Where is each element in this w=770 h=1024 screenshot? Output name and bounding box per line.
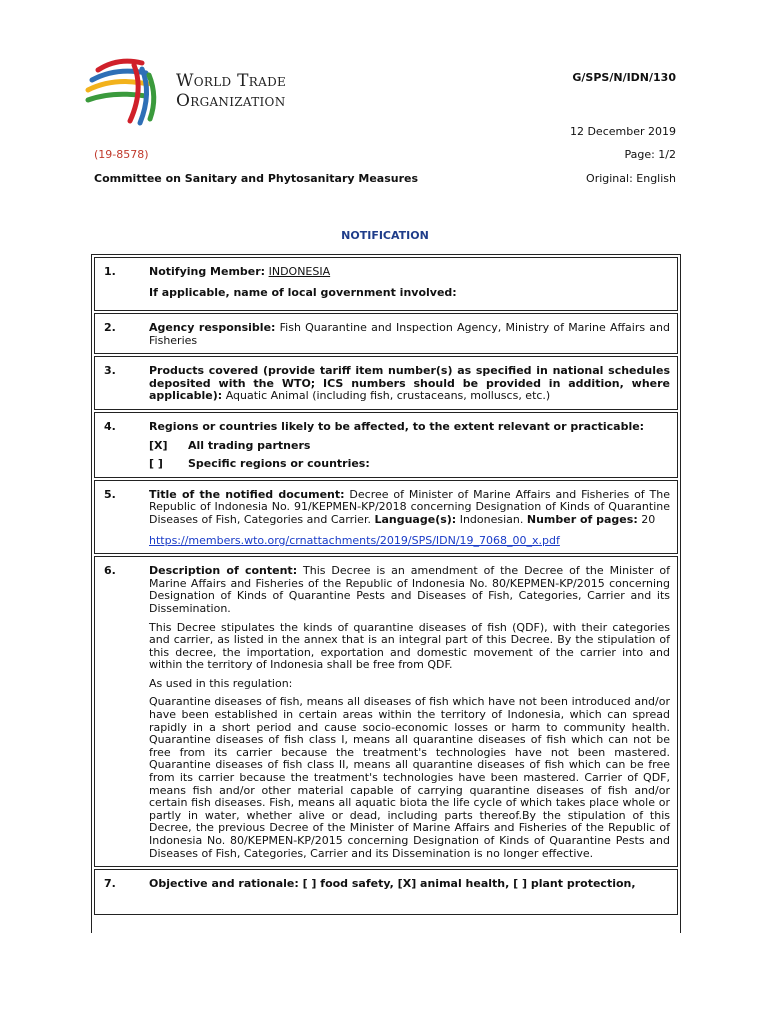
- option-label: All trading partners: [188, 438, 311, 452]
- description-label: Description of content:: [149, 564, 298, 578]
- item-number: 2.: [104, 321, 116, 334]
- regions-label: Regions or countries likely to be affected, to the extent relevant or practicable:: [149, 419, 645, 433]
- document-symbol: G/SPS/N/IDN/130: [572, 71, 676, 84]
- notification-heading: NOTIFICATION: [341, 229, 429, 242]
- option-label: Specific regions or countries:: [188, 457, 370, 471]
- item-2-row: [94, 313, 678, 354]
- description-p3: As used in this regulation:: [149, 676, 293, 690]
- item-number: 7.: [104, 877, 116, 891]
- notifying-member-label: Notifying Member:: [149, 265, 266, 278]
- document-link[interactable]: https://members.wto.org/crnattachments/2019/SPS/IDN/19_7068_00_x.pdf: [149, 533, 560, 547]
- org-name-line2: Organization: [176, 91, 286, 111]
- item-4-row: [94, 412, 678, 478]
- item-3-row: [94, 356, 678, 410]
- item-6-row: [94, 556, 678, 867]
- products-value: Aquatic Animal (including fish, crustaceans, molluscs, etc.): [225, 389, 551, 403]
- description-p2: This Decree stipulates the kinds of quarantine diseases of fish (QDF), with their categories and carrier, as listed in the annex that is an integral part of this Decree. By the stipulation of this decree, the importation, exportation and domestic movement of the carrier into and within the territory of Indonesia shall be free from QDF.: [149, 620, 670, 672]
- item-5-row: [94, 480, 678, 554]
- description-p1: This Decree is an amendment of the Decree of the Minister of Marine Affairs and Fisheries of the Republic of Indonesia No. 80/KEPMEN-KP/2015 concerning Designation of Kinds of Quarantine Pests and Diseases of Fish, Categories, Carrier and its Dissemination.: [149, 564, 670, 615]
- products-label: Products covered (provide tariff item number(s) as specified in national schedules deposited with the WTO; ICS numbers should be provided in addition, where applicable):: [149, 364, 670, 403]
- committee-name: Committee on Sanitary and Phytosanitary Measures: [94, 172, 419, 185]
- title-value: Decree of Minister of Marine Affairs and Fisheries of The Republic of Indonesia No. 91/KEPMEN-KP/2018 concerning Designation of Kinds of Quarantine Diseases of Fish, Categories and Carrier.: [149, 487, 671, 526]
- agency-value: Fish Quarantine and Inspection Agency, Ministry of Marine Affairs and Fisheries: [149, 321, 671, 347]
- wto-logo-icon: [84, 55, 176, 130]
- title-label: Title of the notified document:: [149, 487, 345, 501]
- original-language: Original: English: [586, 172, 676, 185]
- language-value: Indonesian.: [459, 512, 524, 526]
- option-specific-regions: [149, 458, 670, 471]
- checkbox-checked: [X]: [149, 438, 168, 452]
- org-name-line1: World Trade: [176, 71, 287, 91]
- option-all-trading-partners: [149, 440, 670, 453]
- wto-wordmark: [176, 71, 286, 111]
- checkbox-unchecked: [ ]: [149, 457, 163, 471]
- item-number: 4.: [104, 419, 116, 433]
- item-number: 6.: [104, 564, 116, 578]
- page-number: Page: 1/2: [624, 148, 676, 161]
- document-date: 12 December 2019: [569, 125, 676, 138]
- pages-label: Number of pages:: [526, 512, 638, 526]
- description-p4: Quarantine diseases of fish, means all diseases of fish which have not been introduced and/or have been established in certain areas within the territory of Indonesia, which can spread rapidly in a short period and cause socio-economic losses or harm to community health. Quarantine diseases of fish class I, means all quarantine diseases of fish which can not be free from its carrier because the treatment's technologies have not been mastered. Quarantine diseases of fish class II, means all quarantine diseases of fish which can be free from its carrier because the treatment's technologies have been mastered. Carrier of QDF, means fish and/or other material capable of carrying quarantine diseases of fish and/or certain fish diseases. Fish, means all aquatic biota the life cycle of which takes place whole or partly in water, whether alive or dead, including parts thereof.By the stipulation of this Decree, the previous Decree of the Minister of Marine Affairs and Fisheries of the Republic of Indonesia No. 80/KEPMEN-KP/2015 concerning Designation of Kinds of Quarantine Pests and Diseases of Fish, Categories, Carrier and its Dissemination is no longer effective.: [149, 695, 670, 860]
- item-number: 5.: [104, 487, 116, 501]
- language-label: Language(s):: [374, 512, 457, 526]
- notifying-member-value: INDONESIA: [268, 265, 331, 278]
- wto-logo: [84, 55, 344, 130]
- reference-number: (19-8578): [94, 148, 149, 161]
- item-number: 1.: [104, 265, 116, 278]
- pages-value: 20: [641, 512, 656, 526]
- item-7-row: [94, 869, 678, 915]
- notification-table: [91, 254, 681, 933]
- objective-label: Objective and rationale: [ ] food safety, [X] animal health, [ ] plant protection,: [149, 877, 636, 891]
- item-1-row: [94, 257, 678, 311]
- item-number: 3.: [104, 364, 116, 378]
- agency-label: Agency responsible:: [149, 321, 276, 334]
- local-government-label: If applicable, name of local government involved:: [149, 285, 457, 299]
